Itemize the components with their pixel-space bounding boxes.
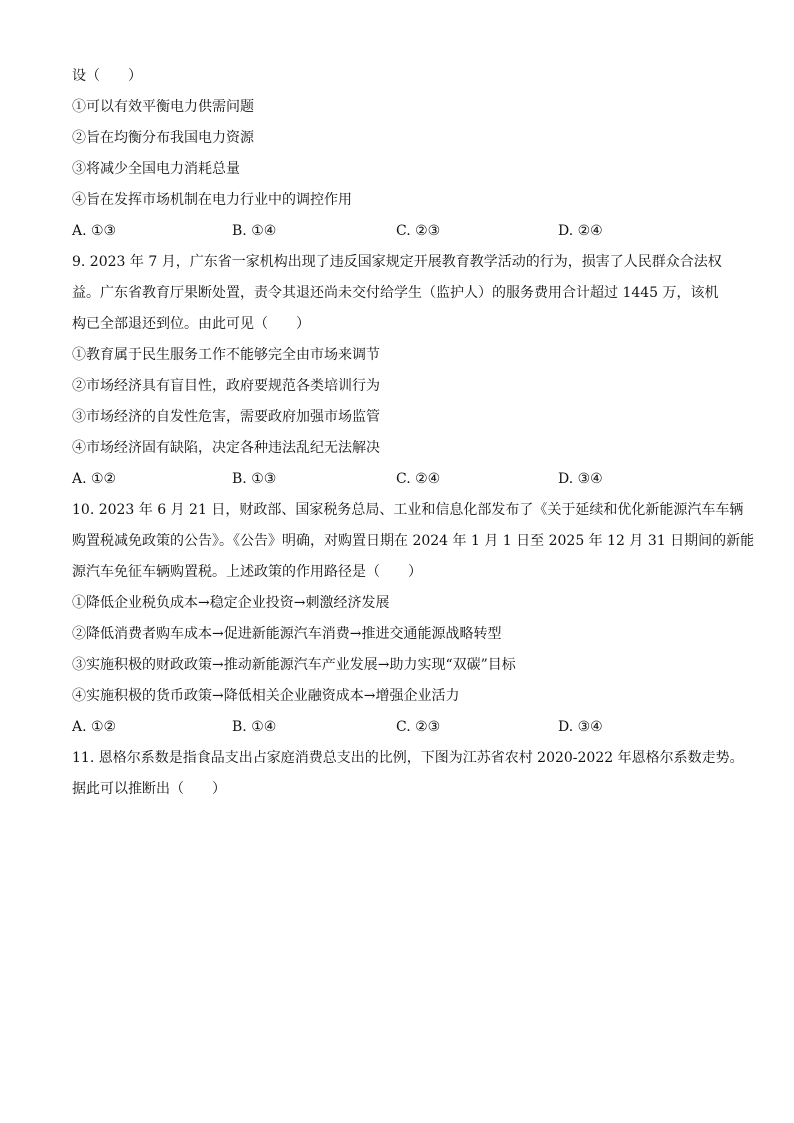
q9-stem-line-3: 构已全部退还到位。由此可见（ ）	[72, 316, 310, 332]
q10-stem-line-3: 源汽车免征车辆购置税。上述政策的作用路径是（ ）	[72, 564, 422, 580]
q8-option-b: B. ①④	[232, 223, 277, 239]
q9-statement-4: ④市场经济固有缺陷，决定各种违法乱纪无法解决	[72, 440, 380, 456]
q8-statement-3: ③将减少全国电力消耗总量	[72, 161, 240, 177]
q9-options	[72, 470, 632, 488]
q9-statement-2: ②市场经济具有盲目性，政府要规范各类培训行为	[72, 378, 380, 394]
q8-option-d: D. ②④	[558, 223, 603, 239]
q8-options	[72, 222, 632, 240]
q10-statement-1: ①降低企业税负成本→稳定企业投资→刺激经济发展	[72, 595, 390, 611]
q9-stem-line-1: 9. 2023 年 7 月，广东省一家机构出现了违反国家规定开展教育教学活动的行为，损害了人民群众合法权	[72, 254, 722, 270]
q10-option-b: B. ①④	[232, 719, 277, 735]
q8-statement-2: ②旨在均衡分布我国电力资源	[72, 130, 254, 146]
q9-option-d: D. ③④	[558, 471, 603, 487]
q10-statement-3: ③实施积极的财政政策→推动新能源汽车产业发展→助力实现“双碳”目标	[72, 657, 516, 673]
q9-option-c: C. ②④	[396, 471, 441, 487]
q9-statement-1: ①教育属于民生服务工作不能够完全由市场来调节	[72, 347, 380, 363]
q10-options	[72, 718, 632, 736]
q8-option-a: A. ①③	[72, 223, 117, 239]
q10-option-c: C. ②③	[396, 719, 441, 735]
q8-statement-1: ①可以有效平衡电力供需问题	[72, 99, 254, 115]
q9-statement-3: ③市场经济的自发性危害，需要政府加强市场监管	[72, 409, 380, 425]
q9-option-a: A. ①②	[72, 471, 117, 487]
q8-option-c: C. ②③	[396, 223, 441, 239]
q10-option-d: D. ③④	[558, 719, 603, 735]
q9-option-b: B. ①③	[232, 471, 277, 487]
q8-statement-4: ④旨在发挥市场机制在电力行业中的调控作用	[72, 192, 352, 208]
q11-stem-line-2: 据此可以推断出（ ）	[72, 781, 226, 797]
q10-statement-4: ④实施积极的货币政策→降低相关企业融资成本→增强企业活力	[72, 688, 460, 704]
q8-tail: 设（ ）	[72, 68, 142, 84]
q9-stem-line-2: 益。广东省教育厅果断处置，责令其退还尚未交付给学生（监护人）的服务费用合计超过 1445 万，该机	[72, 285, 719, 301]
q10-statement-2: ②降低消费者购车成本→促进新能源汽车消费→推进交通能源战略转型	[72, 626, 502, 642]
q10-stem-line-2: 购置税减免政策的公告》。《公告》明确，对购置日期在 2024 年 1 月 1 日至 2025 年 12 月 31 日期间的新能	[72, 533, 755, 549]
q10-option-a: A. ①②	[72, 719, 117, 735]
q10-stem-line-1: 10. 2023 年 6 月 21 日，财政部、国家税务总局、工业和信息化部发布了《关于延续和优化新能源汽车车辆	[72, 502, 744, 518]
q11-stem-line-1: 11. 恩格尔系数是指食品支出占家庭消费总支出的比例，下图为江苏省农村 2020-2022 年恩格尔系数走势。	[72, 750, 744, 766]
